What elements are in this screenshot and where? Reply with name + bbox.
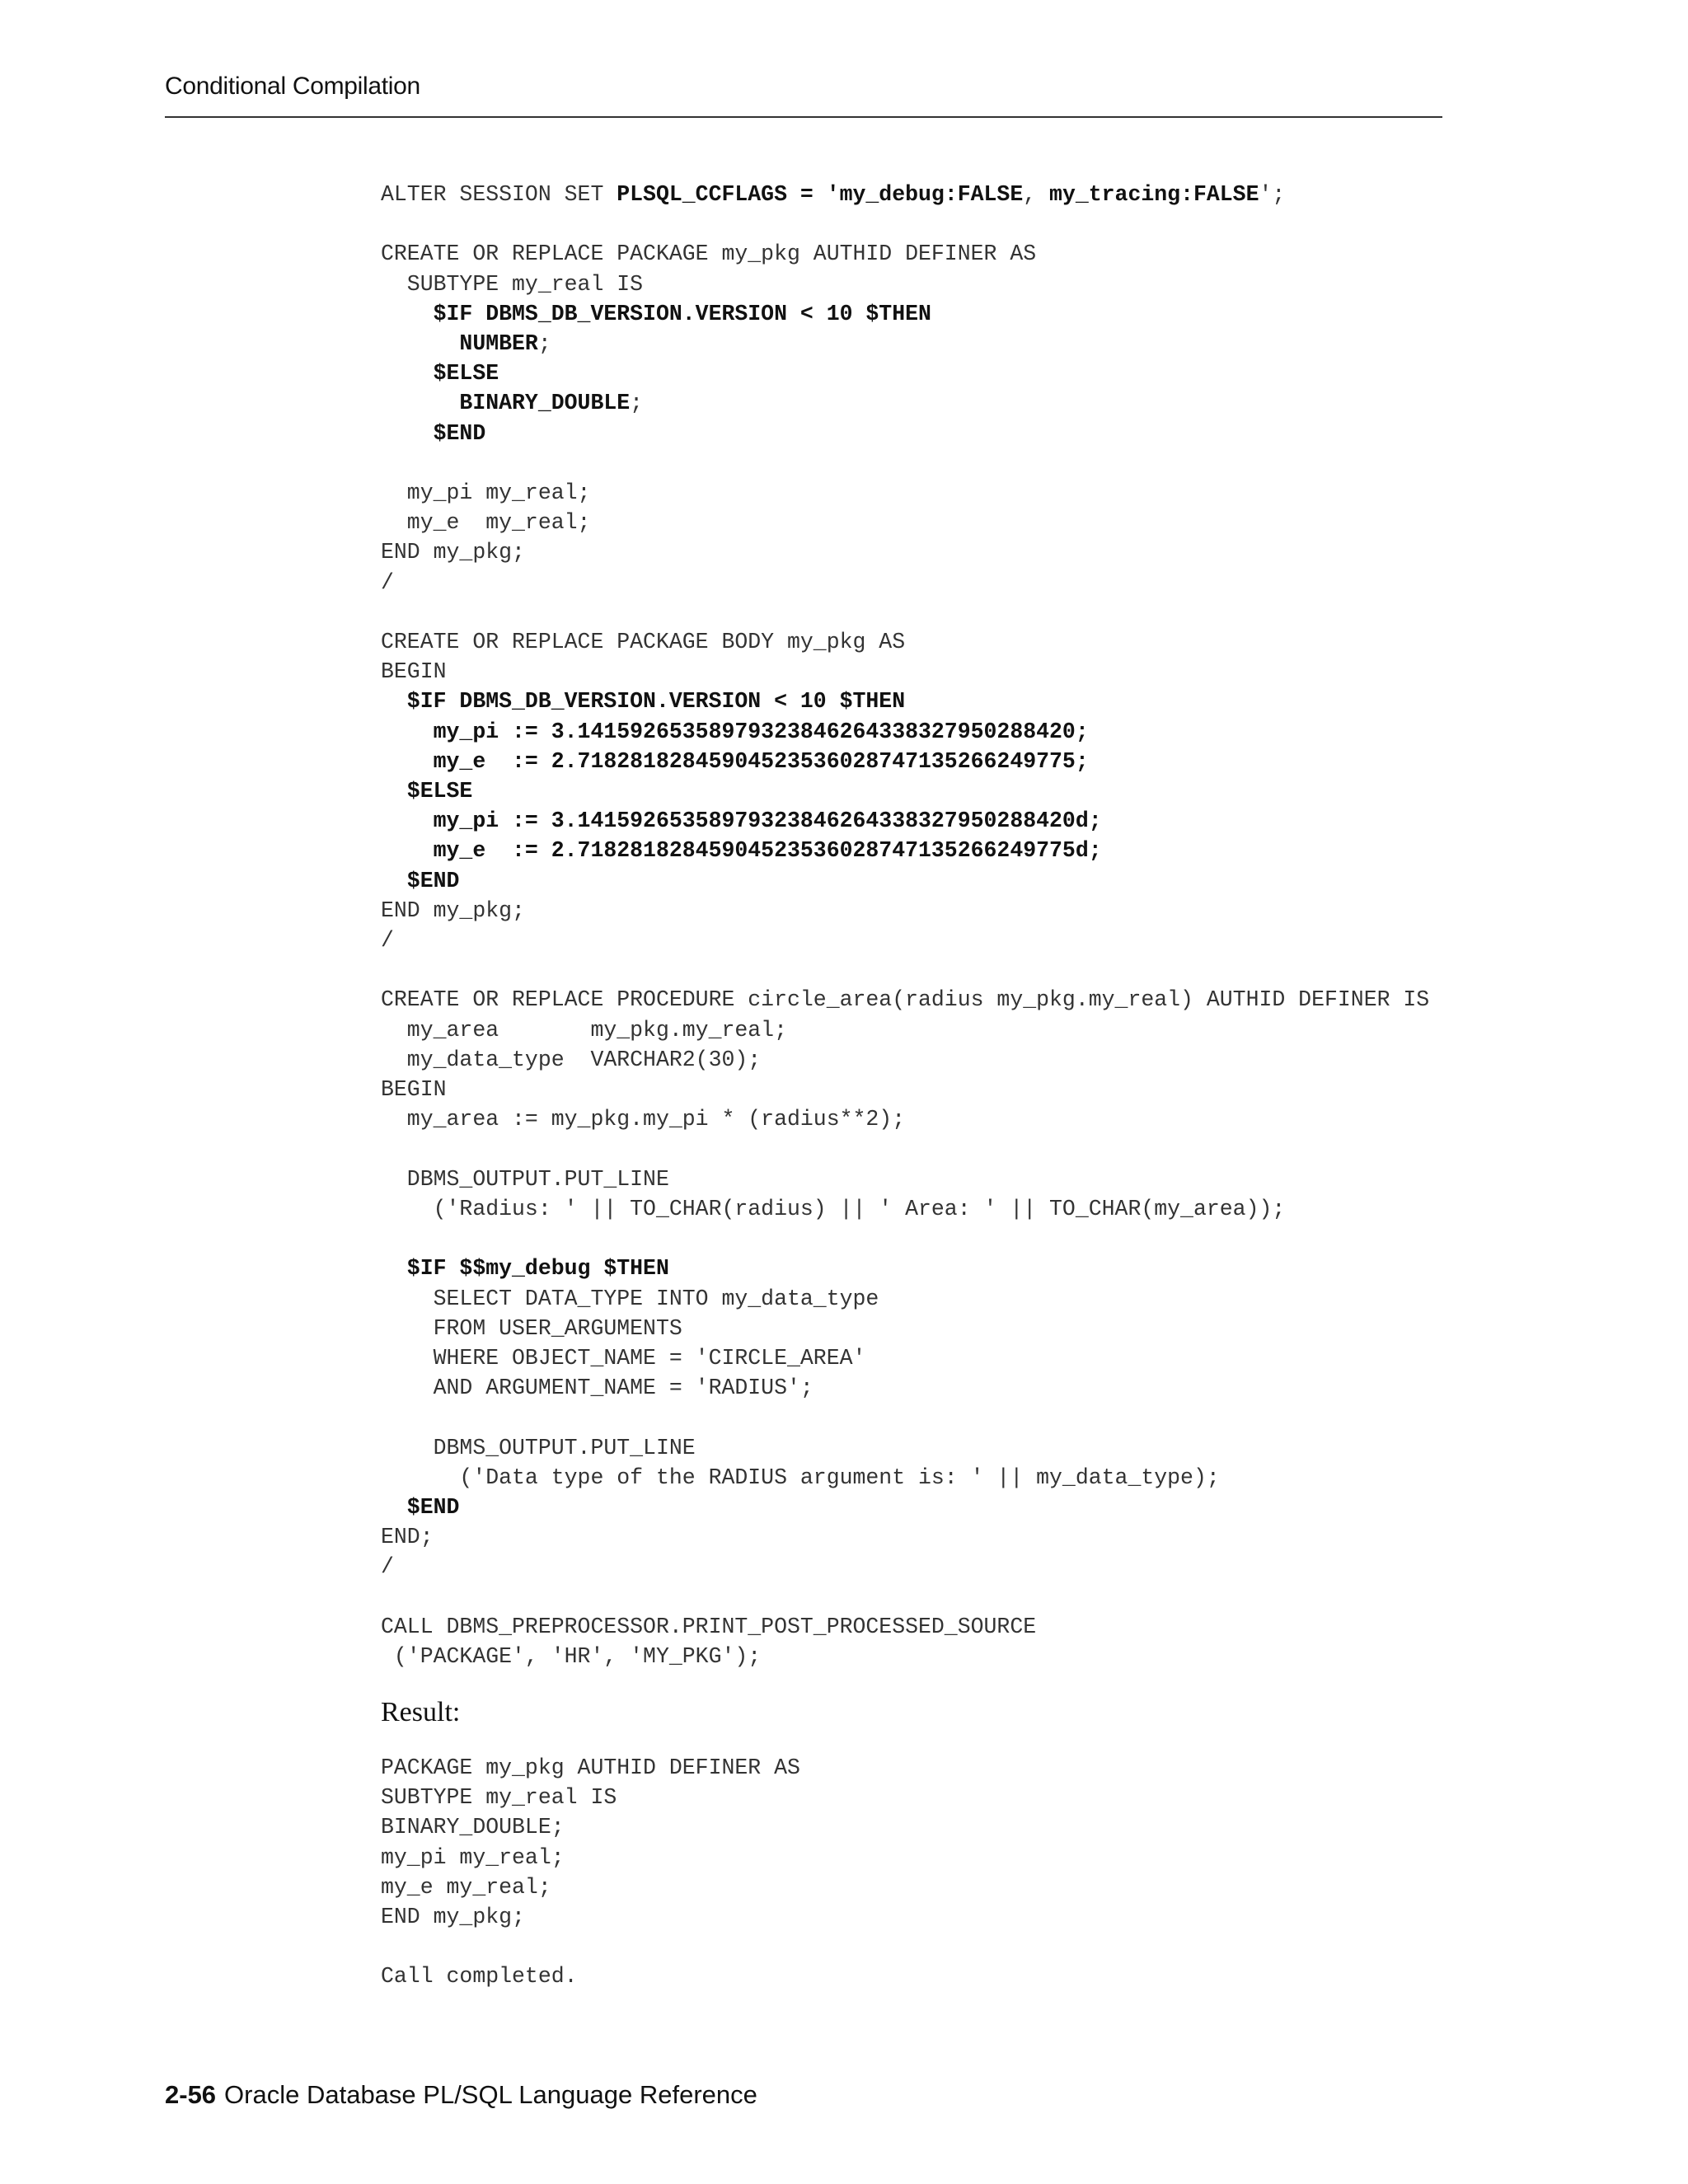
- code-segment: WHERE OBJECT_NAME = 'CIRCLE_AREA': [381, 1345, 866, 1371]
- code-line: [381, 272, 643, 297]
- code-segment: SELECT DATA_TYPE INTO my_data_type: [381, 1286, 879, 1311]
- code-line: [381, 1197, 1285, 1221]
- code-segment: /: [381, 1554, 394, 1580]
- book-title: Oracle Database PL/SQL Language Reference: [224, 2080, 757, 2109]
- code-line: [381, 1077, 447, 1102]
- code-line: [381, 1845, 565, 1870]
- code-line: [381, 1465, 1220, 1490]
- code-segment: SUBTYPE my_real IS: [381, 271, 644, 297]
- code-bold-segment: $IF $$my_debug $THEN: [381, 1256, 669, 1282]
- code-bold-segment: my_tracing:FALSE: [1049, 182, 1259, 207]
- code-line: [381, 1346, 865, 1371]
- code-segment: ('PACKAGE', 'HR', 'MY_PKG');: [381, 1643, 762, 1669]
- code-line: [381, 1644, 761, 1669]
- page-footer: [165, 2080, 757, 2110]
- code-segment: CREATE OR REPLACE PROCEDURE circle_area(radius my_pkg.my_real) AUTHID DEFINER IS: [381, 987, 1430, 1013]
- code-line: [381, 1615, 1036, 1639]
- code-line: [381, 1964, 578, 1989]
- code-segment: ;: [537, 331, 551, 357]
- code-line: [381, 659, 447, 684]
- code-line: [381, 1018, 787, 1043]
- code-line: [381, 1286, 879, 1311]
- code-segment: ('Data type of the RADIUS argument is: ' || my_data_type);: [381, 1465, 1220, 1490]
- code-line: [381, 1436, 696, 1460]
- code-line: [381, 1256, 669, 1281]
- code-line: [381, 1047, 761, 1072]
- code-line: [381, 749, 1089, 774]
- code-line: [381, 779, 472, 804]
- code-bold-segment: my_e := 2.71828182845904523536028747135266249775;: [381, 748, 1089, 774]
- code-line: [381, 869, 459, 893]
- code-line: [381, 987, 1429, 1012]
- code-line: [381, 1107, 905, 1132]
- code-segment: my_pi my_real;: [381, 1844, 565, 1870]
- code-line: [381, 1167, 669, 1192]
- code-bold-segment: $END: [381, 420, 486, 446]
- code-segment: ;: [630, 391, 644, 416]
- code-line: [381, 1376, 814, 1400]
- code-segment: /: [381, 569, 394, 595]
- code-line: [381, 391, 643, 415]
- code-line: [381, 838, 1102, 863]
- code-segment: Call completed.: [381, 1964, 578, 1990]
- code-line: [381, 808, 1102, 833]
- code-line: [381, 1875, 551, 1900]
- code-bold-segment: my_pi := 3.14159265358979323846264338327950288420d;: [381, 808, 1102, 834]
- code-segment: my_area := my_pkg.my_pi * (radius**2);: [381, 1107, 906, 1132]
- code-line: [381, 421, 485, 446]
- code-line: [381, 302, 931, 326]
- code-line: [381, 1785, 617, 1810]
- code-segment: my_e my_real;: [381, 1874, 551, 1900]
- result-label: Result:: [381, 1697, 461, 1727]
- code-segment: my_area my_pkg.my_real;: [381, 1017, 787, 1043]
- code-bold-segment: $END: [381, 868, 460, 893]
- code-line: [381, 510, 590, 535]
- code-segment: END my_pkg;: [381, 540, 525, 565]
- code-segment: AND ARGUMENT_NAME = 'RADIUS';: [381, 1376, 814, 1401]
- code-bold-segment: PLSQL_CCFLAGS = 'my_debug:FALSE: [617, 182, 1024, 207]
- code-segment: CREATE OR REPLACE PACKAGE my_pkg AUTHID DEFINER AS: [381, 241, 1037, 267]
- code-segment: CREATE OR REPLACE PACKAGE BODY my_pkg AS: [381, 630, 906, 655]
- code-line: [381, 182, 1285, 207]
- page-number: 2-56: [165, 2080, 217, 2109]
- code-bold-segment: $IF DBMS_DB_VERSION.VERSION < 10 $THEN: [381, 301, 931, 326]
- code-segment: BEGIN: [381, 659, 447, 685]
- code-segment: SUBTYPE my_real IS: [381, 1785, 617, 1811]
- code-line: [381, 689, 905, 714]
- code-segment: ALTER SESSION SET: [381, 182, 617, 207]
- code-bold-segment: my_pi := 3.14159265358979323846264338327950288420;: [381, 719, 1089, 744]
- code-line: [381, 241, 1036, 266]
- code-line: [381, 1905, 525, 1929]
- result-output: [381, 1753, 800, 1992]
- code-bold-segment: my_e := 2.71828182845904523536028747135266249775d;: [381, 838, 1102, 864]
- code-segment: BEGIN: [381, 1077, 447, 1103]
- code-line: [381, 1815, 565, 1840]
- code-segment: DBMS_OUTPUT.PUT_LINE: [381, 1166, 669, 1192]
- code-line: [381, 1554, 394, 1579]
- code-line: [381, 570, 394, 595]
- code-segment: ,: [1023, 182, 1050, 207]
- code-segment: my_data_type VARCHAR2(30);: [381, 1047, 762, 1072]
- code-segment: END;: [381, 1525, 434, 1550]
- code-segment: PACKAGE my_pkg AUTHID DEFINER AS: [381, 1755, 800, 1780]
- code-line: [381, 719, 1089, 744]
- code-segment: my_pi my_real;: [381, 480, 591, 506]
- code-line: [381, 928, 394, 953]
- code-segment: END my_pkg;: [381, 1905, 525, 1930]
- code-segment: DBMS_OUTPUT.PUT_LINE: [381, 1435, 696, 1460]
- code-bold-segment: $END: [381, 1494, 460, 1520]
- running-head: Conditional Compilation: [165, 73, 420, 100]
- code-segment: /: [381, 928, 394, 954]
- code-segment: my_e my_real;: [381, 510, 591, 536]
- code-bold-segment: $ELSE: [381, 361, 499, 387]
- code-bold-segment: $ELSE: [381, 779, 473, 804]
- code-line: [381, 898, 525, 923]
- code-line: [381, 361, 499, 386]
- code-line: [381, 1755, 800, 1780]
- code-line: [381, 1525, 434, 1549]
- code-bold-segment: NUMBER: [381, 331, 538, 357]
- header-rule: [165, 116, 1442, 118]
- code-segment: BINARY_DOUBLE;: [381, 1815, 565, 1840]
- code-line: [381, 331, 551, 356]
- code-segment: ('Radius: ' || TO_CHAR(radius) || ' Area: ' || TO_CHAR(my_area));: [381, 1196, 1286, 1221]
- code-segment: CALL DBMS_PREPROCESSOR.PRINT_POST_PROCESSED_SOURCE: [381, 1614, 1037, 1639]
- code-bold-segment: $IF DBMS_DB_VERSION.VERSION < 10 $THEN: [381, 689, 906, 715]
- code-line: [381, 540, 525, 565]
- code-segment: FROM USER_ARGUMENTS: [381, 1315, 682, 1341]
- code-line: [381, 480, 590, 505]
- code-line: [381, 1316, 682, 1341]
- code-example: [381, 180, 1429, 1671]
- code-bold-segment: BINARY_DOUBLE: [381, 391, 631, 416]
- code-segment: ';: [1259, 182, 1286, 207]
- code-line: [381, 1495, 459, 1520]
- code-line: [381, 630, 905, 654]
- code-segment: END my_pkg;: [381, 898, 525, 923]
